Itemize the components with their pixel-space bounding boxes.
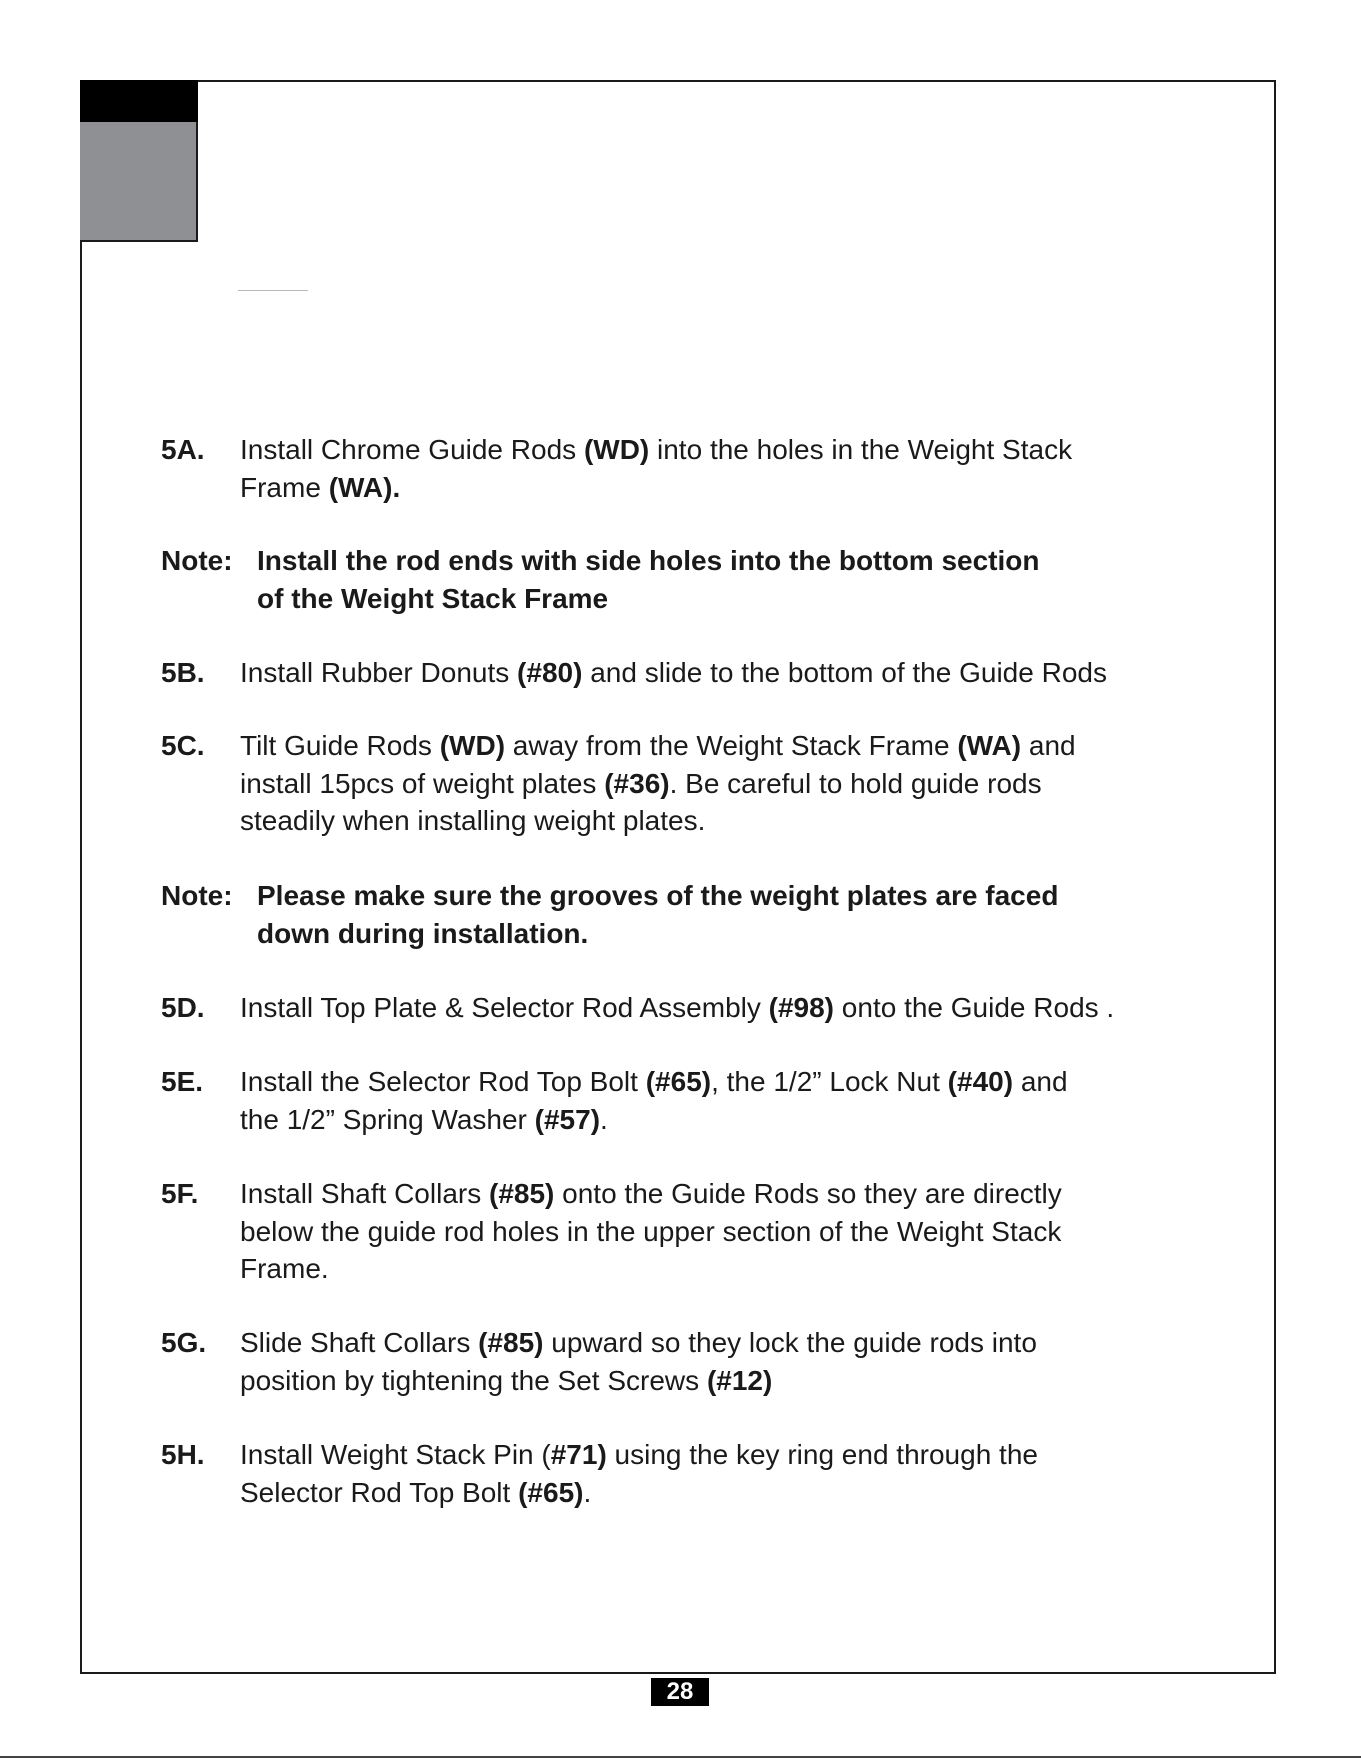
section-tab-header <box>80 80 198 122</box>
step-line: Install Weight Stack Pin (#71) using the key ring end through the <box>240 1439 1038 1470</box>
note-text <box>257 877 1058 952</box>
step-line: Frame. <box>240 1253 329 1284</box>
step-line: steadily when installing weight plates. <box>240 805 706 836</box>
step-line: the 1/2” Spring Washer (#57). <box>240 1103 608 1135</box>
step-line: install 15pcs of weight plates (#36). Be careful to hold guide rods <box>240 767 1042 799</box>
note-label: Note: <box>161 880 233 911</box>
note-line: Please make sure the grooves of the weight plates are faced <box>257 880 1059 911</box>
step-line: Selector Rod Top Bolt (#65). <box>240 1476 592 1508</box>
step-label: 5A. <box>161 434 205 465</box>
note-line: down during installation. <box>257 917 589 949</box>
step-line: Install the Selector Rod Top Bolt (#65), the 1/2” Lock Nut (#40) and <box>240 1066 1068 1097</box>
bottom-rule <box>0 1756 1361 1758</box>
step-text <box>240 1063 1068 1138</box>
step-line: Install Chrome Guide Rods (WD) into the holes in the Weight Stack <box>240 434 1073 465</box>
step-line: below the guide rod holes in the upper section of the Weight Stack <box>240 1215 1062 1247</box>
section-tab <box>80 122 198 242</box>
divider-line <box>238 290 308 291</box>
step-label: 5E. <box>161 1066 204 1097</box>
page-number: 28 <box>651 1678 709 1706</box>
step-line: Slide Shaft Collars (#85) upward so they lock the guide rods into <box>240 1327 1037 1358</box>
note-line: of the Weight Stack Frame <box>257 582 609 614</box>
step-label: 5C. <box>161 730 205 761</box>
step-text <box>240 1175 1062 1288</box>
note-line: Install the rod ends with side holes into the bottom section <box>257 545 1040 576</box>
step-label: 5G. <box>161 1327 207 1358</box>
step-line: Install Rubber Donuts (#80) and slide to the bottom of the Guide Rods <box>240 657 1107 688</box>
step-text <box>240 1436 1038 1511</box>
step-text <box>240 989 1114 1027</box>
note-label: Note: <box>161 545 233 576</box>
step-text <box>240 1324 1037 1399</box>
step-line: Tilt Guide Rods (WD) away from the Weight Stack Frame (WA) and <box>240 730 1076 761</box>
step-text <box>240 654 1107 692</box>
step-label: 5D. <box>161 992 205 1023</box>
step-label: 5B. <box>161 657 205 688</box>
step-text <box>240 431 1072 506</box>
step-line: position by tightening the Set Screws (#12) <box>240 1364 773 1396</box>
step-line: Install Shaft Collars (#85) onto the Guide Rods so they are directly <box>240 1178 1062 1209</box>
note-text <box>257 542 1040 617</box>
step-label: 5H. <box>161 1439 205 1470</box>
step-line: Frame (WA). <box>240 471 401 503</box>
step-label: 5F. <box>161 1178 199 1209</box>
step-text <box>240 727 1076 840</box>
step-line: Install Top Plate & Selector Rod Assembly (#98) onto the Guide Rods . <box>240 992 1115 1023</box>
